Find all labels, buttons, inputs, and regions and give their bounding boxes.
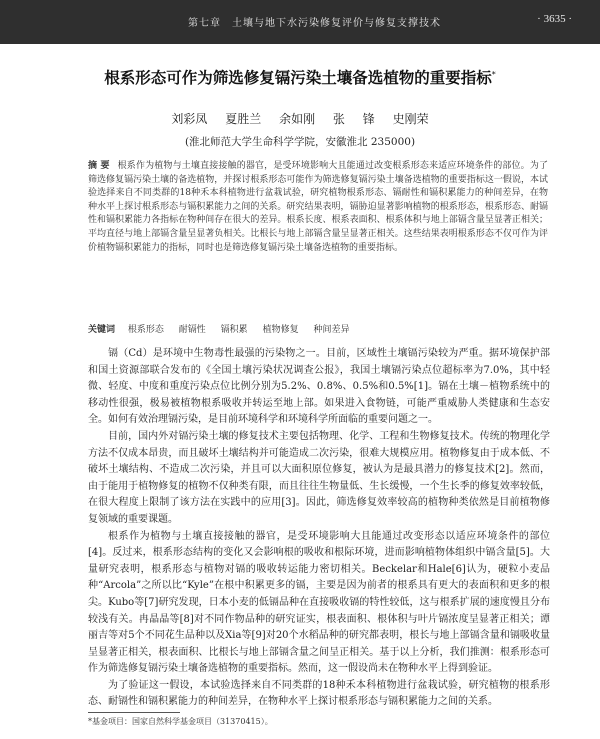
chapter-label: 第七章: [188, 18, 221, 29]
author: 张 锋: [332, 112, 375, 126]
footnote: *基金项目：国家自然科学基金项目（31370415）。: [88, 717, 273, 726]
affiliation: (淮北师范大学生命科学学院，安徽淮北 235000): [184, 136, 416, 148]
author: 夏胜兰: [225, 112, 262, 126]
keyword: 耐镉性: [178, 325, 206, 335]
body-paragraph: 为了验证这一假设，本试验选择来自不同类群的18种禾本科植物进行盆栽试验，研究植物的根系形态、耐镉性和镉积累能力的种间差异，在物种水平上探讨根系形态与镉积累能力之间的关系。: [88, 679, 550, 708]
keywords: [88, 322, 548, 335]
page-number: · 3635 ·: [537, 13, 572, 25]
running-header: [0, 0, 600, 44]
author: 余如刚: [279, 112, 316, 126]
running-title: 土壤与地下水污染修复评价与修复支撑技术: [232, 18, 441, 29]
body-paragraph: 目前，国内外对镉污染土壤的修复技术主要包括物理、化学、工程和生物修复技术。传统的物理化学方法不仅成本昂贵，而且破坏土壤结构并可能造成二次污染，很难大规模应用。植物修复由于成本低、不破坏土壤结构、不造成二次污染，并且可以大面积原位修复，被认为是最具潜力的修复技术[2]。然而，由于能用于植物修复的植物不仅种类有限，而且往往生物量低、生长缓慢，一个生长季的修复效率较低，在很大程度上限制了该方法在实践中的应用[3]。因此，筛选修复效率较高的植物种类依然是目前植物修复领域的重要课题。: [88, 430, 550, 525]
keyword: 根系形态: [127, 325, 164, 335]
title-footnote-mark: *: [491, 69, 496, 79]
body-paragraph: 镉（Cd）是环境中生物毒性最强的污染物之一。目前，区域性土壤镉污染较为严重。据环境保护部和国土资源部联合发布的《全国土壤污染状况调查公报》，我国土壤镉污染点位超标率为7.0%，其中轻微、轻度、中度和重度污染点位比例分别为5.2%、0.8%、0.5%和0.5%[1]。镉在土壤－植物系统中的移动性很强，极易被植物根系吸收并转运至地上部。如果进入食物链，可能严重威胁人类健康和生态安全。如何有效治理镉污染，是目前环境科学和环境科学所面临的重要问题之一。: [88, 348, 550, 426]
author: 刘彩凤: [171, 112, 208, 126]
abstract-label: 摘 要: [88, 161, 110, 171]
author: 史刚荣: [392, 112, 429, 126]
author-list: [0, 110, 600, 127]
body-text: [88, 346, 550, 711]
footnote-divider: [88, 712, 180, 713]
keyword: 镉积累: [220, 325, 248, 335]
paper-title-text: 根系形态可作为筛选修复镉污染土壤备选植物的重要指标: [104, 69, 492, 87]
abstract-text: 根系作为植物与土壤直接接触的器官，是受环境影响大且能通过改变根系形态来适应环境条件的部位。为了筛选修复镉污染土壤的备选植物，并探讨根系形态可能作为筛选修复镉污染土壤备选植物的重要指标这一假说，本试验选择来自不同类群的18种禾本科植物进行盆栽试验，研究植物根系形态、镉耐性和镉积累能力的种间差异，在物种水平上探讨根系形态与镉积累能力之间的关系。研究结果表明，镉胁迫显著影响植物的根系形态，根系形态、耐镉性和镉积累能力各指标在物种间存在很大的差异。根系长度、根系表面积、根系体积与地上部镉含量呈显著正相关；平均直径与地上部镉含量呈显著负相关。比根长与地上部镉含量呈显著正相关。这些结果表明根系形态不仅可作为评价植物镉积累能力的指标，同时也是筛选修复镉污染土壤备选植物的重要指标。: [88, 161, 548, 253]
abstract: [88, 160, 548, 255]
body-paragraph: 根系作为植物与土壤直接接触的器官，是受环境影响大且能通过改变形态以适应环境条件的部位[4]。反过来，根系形态结构的变化又会影响根的吸收和根际环境，进而影响植物体组织中镉含量[5]。大量研究表明，根系形态与植物对镉的吸收转运能力密切相关。Beckelar和Hale[6]认为，硬粒小麦品种“Arcola”之所以比“Kyle”在根中积累更多的镉，主要是因为前者的根系具有更大的表面积和更多的根尖。Kubo等[7]研究发现，日本小麦的低镉品种在直接吸收镉的特性较低，这与根系扩展的速度慢且分布较浅有关。冉晶晶等[8]对不同作物品种的研究证实，根表面积、根体积与叶片镉浓度呈显著正相关；谭丽吉等对5个不同花生品种以及Xia等[9]对20个水稻品种的研究都表明，根长与地上部镉含量和镉吸收量呈显著正相关，根表面积、比根长与地上部镉含量之间呈正相关。基于以上分析，我们推测：根系形态可作为筛选修复镉污染土壤备选植物的重要指标。然而，这一假设尚未在物种水平上得到验证。: [88, 530, 550, 675]
keyword: 种间差异: [313, 325, 350, 335]
paper-title: [0, 66, 600, 88]
keywords-label: 关键词: [88, 325, 116, 335]
keyword: 植物修复: [262, 325, 299, 335]
